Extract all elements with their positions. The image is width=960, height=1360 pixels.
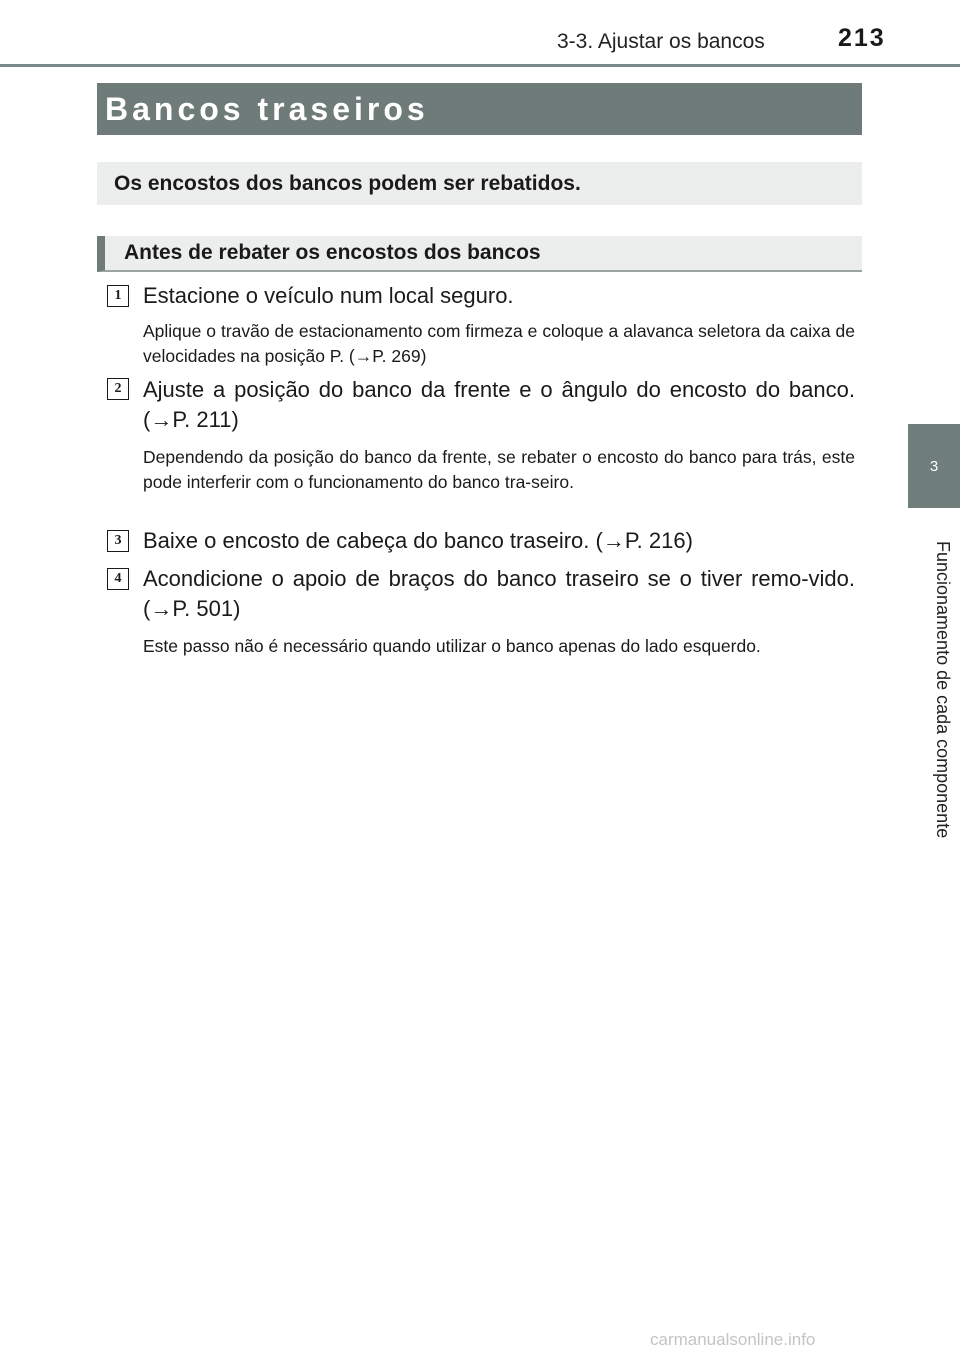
step-note-2: Dependendo da posição do banco da frente, se rebater o encosto do banco para trás, este pode interferir com o funcionamento do banco tra-seiro. xyxy=(143,447,855,492)
step-title-1: Estacione o veículo num local seguro. xyxy=(143,283,514,308)
step-title-2: Ajuste a posição do banco da frente e o ângulo do encosto do banco. (→P. 211) xyxy=(143,377,855,432)
subsection-heading xyxy=(97,236,862,272)
page-number: 213 xyxy=(838,24,886,52)
watermark: carmanualsonline.info xyxy=(650,1330,816,1349)
intro-box xyxy=(97,162,862,205)
header-rule xyxy=(0,64,960,67)
step-title-4: Acondicione o apoio de braços do banco traseiro se o tiver remo-vido. (→P. 501) xyxy=(143,566,855,621)
subsection-title: Antes de rebater os encostos dos bancos xyxy=(124,241,541,264)
step-number-2: 2 xyxy=(107,378,129,400)
step-note-1: Aplique o travão de estacionamento com firmeza e coloque a alavanca seletora da caixa de velocidades na posição P. (→P. 269) xyxy=(143,321,855,366)
header-section-title: 3-3. Ajustar os bancos xyxy=(557,30,765,53)
chapter-tab-label: Funcionamento de cada componente xyxy=(933,541,953,839)
step-number-1: 1 xyxy=(107,285,129,307)
chapter-tab-number: 3 xyxy=(929,457,939,475)
intro-text: Os encostos dos bancos podem ser rebatidos. xyxy=(114,171,581,195)
step-number-3: 3 xyxy=(107,530,129,552)
step-note-4: Este passo não é necessário quando utilizar o banco apenas do lado esquerdo. xyxy=(143,636,761,656)
page-title: Bancos traseiros xyxy=(97,83,862,135)
step-number-4: 4 xyxy=(107,568,129,590)
step-title-3: Baixe o encosto de cabeça do banco traseiro. (→P. 216) xyxy=(143,528,693,553)
chapter-tab[interactable] xyxy=(908,424,960,508)
